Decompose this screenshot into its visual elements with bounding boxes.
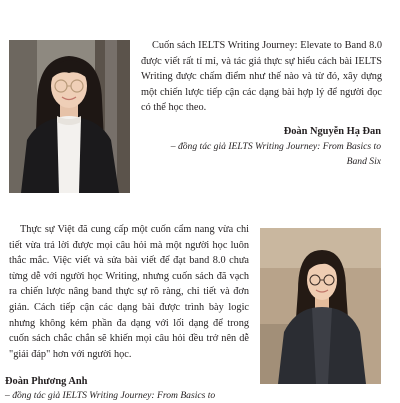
author-photo-ha-dan [9,40,130,193]
testimonial-quote-2: Thực sự Việt đã cung cấp một cuốn cẩm nang vừa chi tiết vừa trả lời được mọi câu hỏi mà một người học luôn thắc mắc. Việc viết và sửa bài viết để đạt band 8.0 chưa từng dễ với người học Writing, nhưng cuốn sách đã vạch ra chiến lược nâng band thực sự rõ ràng, chi tiết và đơn giản. Cách tiếp cận các dạng bài được trình bày logic nhưng không kém phần đa dạng với lối dạng để trong cuốn sách chắc chắn sẽ khiến mọi câu hỏi đều trở nên dễ "giải đáp" hơn với người học. [9,224,249,360]
author-photo-phuong-anh [260,228,381,384]
author-role-1: – đồng tác giả IELTS Writing Journey: From Basics to Band Six [170,141,381,167]
author-role-2: – đồng tác giả IELTS Writing Journey: From Basics to [5,390,216,401]
author-name-1: Đoàn Nguyễn Hạ Đan [283,126,381,137]
testimonial-quote-1: Cuốn sách IELTS Writing Journey: Elevate to Band 8.0 được viết rất tỉ mỉ, và tác giả thực sự hiểu cách bài IELTS Writing được chấm điểm như thế nào và từ đó, xây dựng một chiến lược tiếp cận các dạng bài hợp lý để người đọc có thể học theo. [141,40,382,114]
author-name-2: Đoàn Phương Anh [5,376,88,387]
